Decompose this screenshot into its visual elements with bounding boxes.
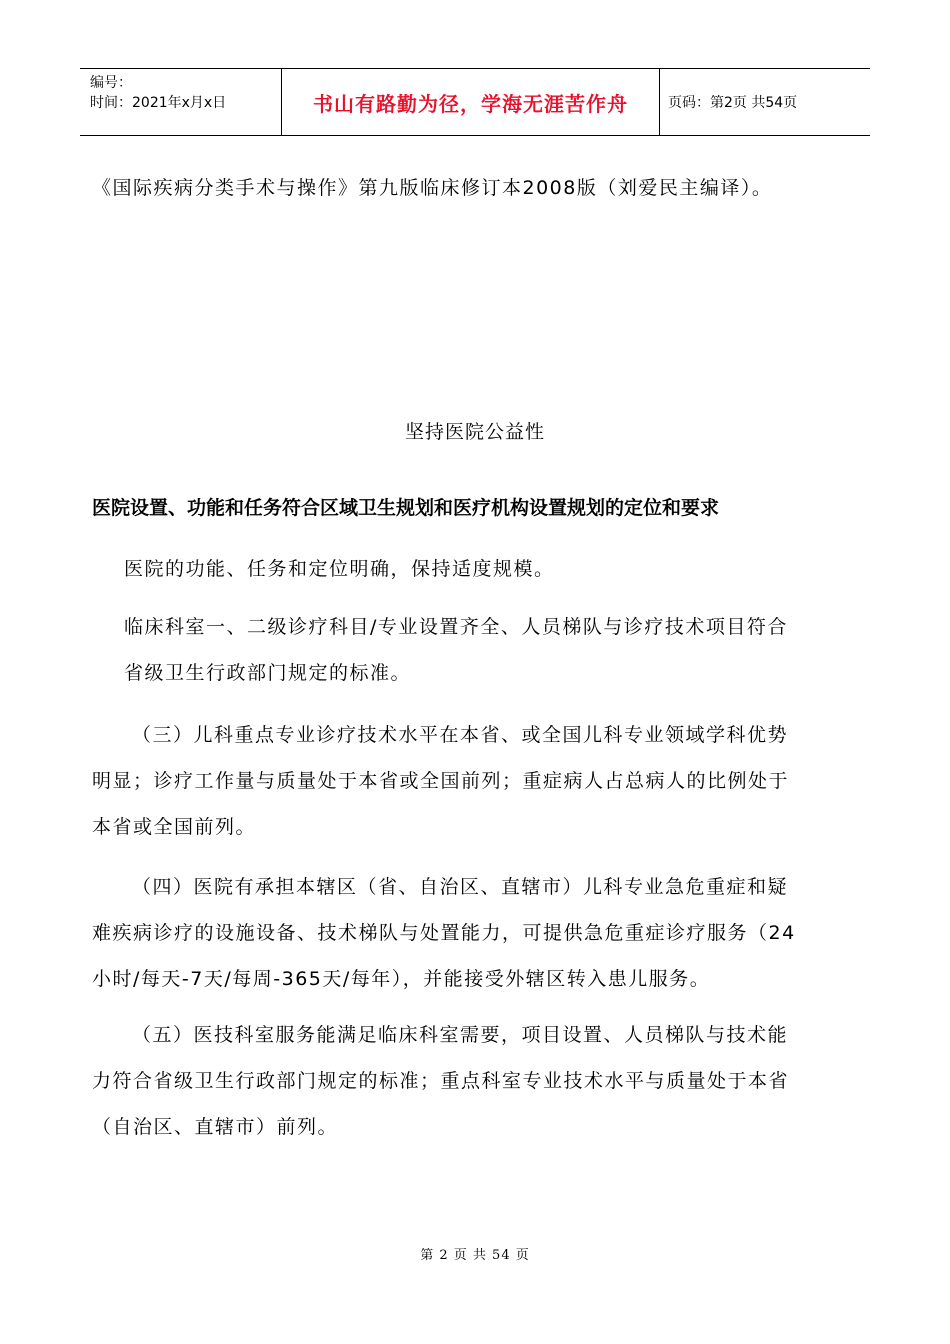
time-label: 时间：2021年x月x日: [90, 95, 227, 111]
paragraph-line: 力符合省级卫生行政部门规定的标准；重点科室专业技术水平与质量处于本省: [92, 1070, 790, 1092]
header-meta: [80, 69, 282, 135]
paragraph-5: [92, 1012, 864, 1150]
header-motto: 书山有路勤为径，学海无涯苦作舟: [282, 69, 660, 135]
sub-title: 医院设置、功能和任务符合区域卫生规划和医疗机构设置规划的定位和要求: [92, 497, 720, 519]
paragraph-line: （四）医院有承担本辖区（省、自治区、直辖市）儿科专业急危重症和疑: [132, 876, 789, 898]
paragraph-line: 省级卫生行政部门规定的标准。: [124, 662, 412, 684]
paragraph-3: [92, 712, 864, 850]
paragraph-line: （五）医技科室服务能满足临床科室需要，项目设置、人员梯队与技术能: [132, 1024, 789, 1046]
paragraph-4: [92, 864, 864, 1002]
page-header: [80, 68, 870, 136]
paragraph-1: [124, 546, 864, 592]
paragraph-line: 本省或全国前列。: [92, 816, 257, 838]
reference-line: 《国际疾病分类手术与操作》第九版临床修订本2008版（刘爱民主编译）。: [92, 177, 773, 199]
header-page-info: 页码：第2页 共54页: [668, 95, 798, 111]
paragraph-line: 难疾病诊疗的设施设备、技术梯队与处置能力，可提供急危重症诊疗服务（24: [92, 922, 796, 944]
paragraph-line: 明显；诊疗工作量与质量处于本省或全国前列；重症病人占总病人的比例处于: [92, 770, 790, 792]
paragraph-line: （三）儿科重点专业诊疗技术水平在本省、或全国儿科专业领域学科优势: [132, 724, 789, 746]
number-label: 编号：: [90, 75, 132, 91]
page-footer: 第 2 页 共 54 页: [420, 1248, 530, 1263]
paragraph-line: 临床科室一、二级诊疗科目/专业设置齐全、人员梯队与诊疗技术项目符合: [124, 616, 788, 638]
section-title: 坚持医院公益性: [404, 421, 545, 443]
paragraph-line: 小时/每天-7天/每周-365天/每年），并能接受外辖区转入患儿服务。: [92, 968, 711, 990]
paragraph-line: （自治区、直辖市）前列。: [92, 1116, 339, 1138]
paragraph-line: 医院的功能、任务和定位明确，保持适度规模。: [124, 558, 555, 580]
paragraph-2: [124, 604, 864, 696]
